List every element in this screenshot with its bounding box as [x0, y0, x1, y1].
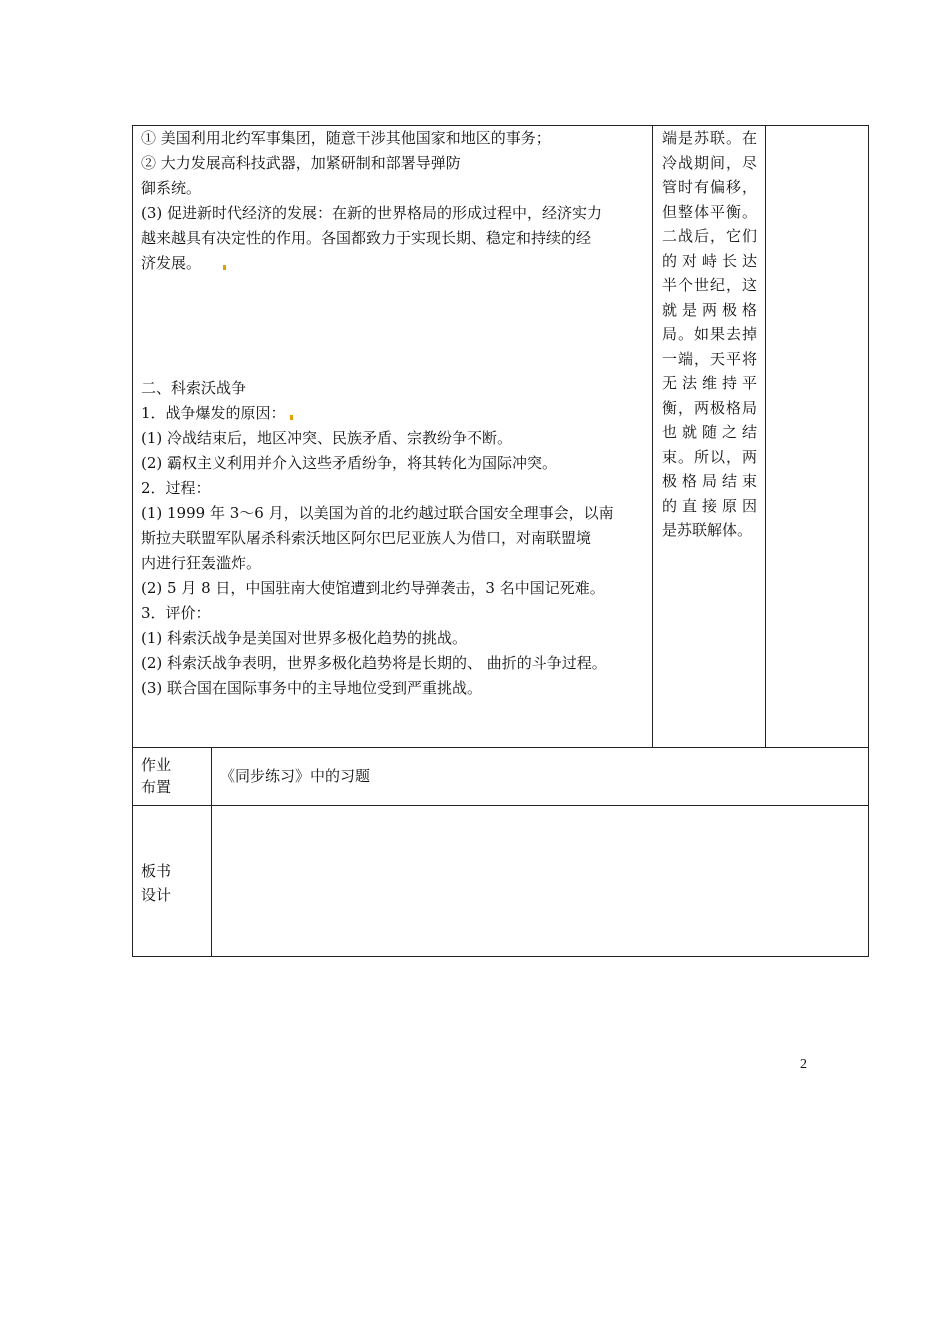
note-line: 束。所以，两 — [662, 447, 757, 466]
text-line: 御系统。 — [141, 179, 202, 197]
note-line: 管时有偏移， — [662, 178, 757, 196]
text-line: ② 大力发展高科技武器，加紧研制和部署导弹防 — [141, 154, 461, 172]
text-line — [141, 251, 644, 276]
main-content-cell — [133, 126, 653, 748]
text-line: (2) 科索沃战争表明，世界多极化趋势将是长期的、 曲折的斗争过程。 — [141, 654, 607, 672]
note-line: 二战后，它们 — [662, 227, 757, 245]
label-line: 作业 — [141, 756, 172, 774]
text-span: 济发展。 — [141, 254, 202, 272]
text-line: (2) 霸权主义利用并介入这些矛盾纷争，将其转化为国际冲突。 — [141, 454, 558, 472]
note-line: 是苏联解体。 — [662, 521, 753, 539]
note-line: 也就随之结 — [662, 423, 757, 441]
page-number: 2 — [800, 1057, 807, 1072]
text-line: ① 美国利用北约军事集团，随意干涉其他国家和地区的事务； — [141, 129, 551, 147]
note-line: 端是苏联。在 — [662, 129, 757, 147]
empty-cell — [766, 126, 869, 748]
board-label-cell — [133, 806, 212, 957]
note-line: 冷战期间，尽 — [662, 153, 757, 172]
board-row — [133, 806, 869, 957]
note-line: 衡，两极格局 — [662, 398, 757, 417]
label-line: 设计 — [141, 886, 172, 904]
note-line: 无法维持平 — [662, 374, 757, 392]
text-line: 越来越具有决定性的作用。各国都致力于实现长期、稳定和持续的经 — [141, 229, 592, 247]
note-line: 半个世纪，这 — [662, 276, 757, 294]
homework-content: 《同步练习》中的习题 — [212, 748, 869, 806]
note-line: 一端，天平将 — [662, 349, 757, 368]
marker-dot — [223, 265, 226, 270]
note-line: 的对峙长达 — [662, 251, 757, 270]
marker-dot — [290, 415, 293, 420]
lesson-plan-table — [132, 125, 869, 957]
text-line — [141, 401, 644, 426]
note-line: 极格局结束 — [662, 472, 757, 490]
text-line: 内进行狂轰滥炸。 — [141, 554, 262, 572]
text-line: 2．过程： — [141, 479, 211, 497]
board-content — [212, 806, 869, 957]
text-line: (1) 冷战结束后，地区冲突、民族矛盾、宗教纷争不断。 — [141, 429, 513, 447]
note-line: 的直接原因 — [662, 496, 757, 515]
homework-label-cell — [133, 748, 212, 806]
text-line: (3) 联合国在国际事务中的主导地位受到严重挑战。 — [141, 679, 483, 697]
section-heading: 二、科索沃战争 — [141, 379, 247, 397]
text-line: (1) 1999 年 3～6 月，以美国为首的北约越过联合国安全理事会，以南 — [141, 504, 614, 522]
note-line: 就是两极格 — [662, 300, 757, 319]
text-line: (3) 促进新时代经济的发展：在新的世界格局的形成过程中，经济实力 — [141, 204, 603, 222]
content-row — [133, 126, 869, 748]
label-line: 布置 — [141, 778, 172, 796]
text-line: (2) 5 月 8 日，中国驻南大使馆遭到北约导弹袭击，3 名中国记死难。 — [141, 579, 605, 597]
note-line: 但整体平衡。 — [662, 202, 757, 221]
text-line: 3．评价： — [141, 604, 211, 622]
label-line: 板书 — [141, 862, 172, 880]
text-span: 1．战争爆发的原因： — [141, 404, 286, 422]
text-line: (1) 科索沃战争是美国对世界多极化趋势的挑战。 — [141, 629, 468, 647]
note-line: 局。如果去掉 — [662, 325, 757, 343]
note-cell — [653, 126, 766, 748]
homework-row — [133, 748, 869, 806]
blank-space — [141, 276, 644, 376]
text-line: 斯拉夫联盟军队屠杀科索沃地区阿尔巴尼亚族人为借口，对南联盟境 — [141, 529, 592, 547]
